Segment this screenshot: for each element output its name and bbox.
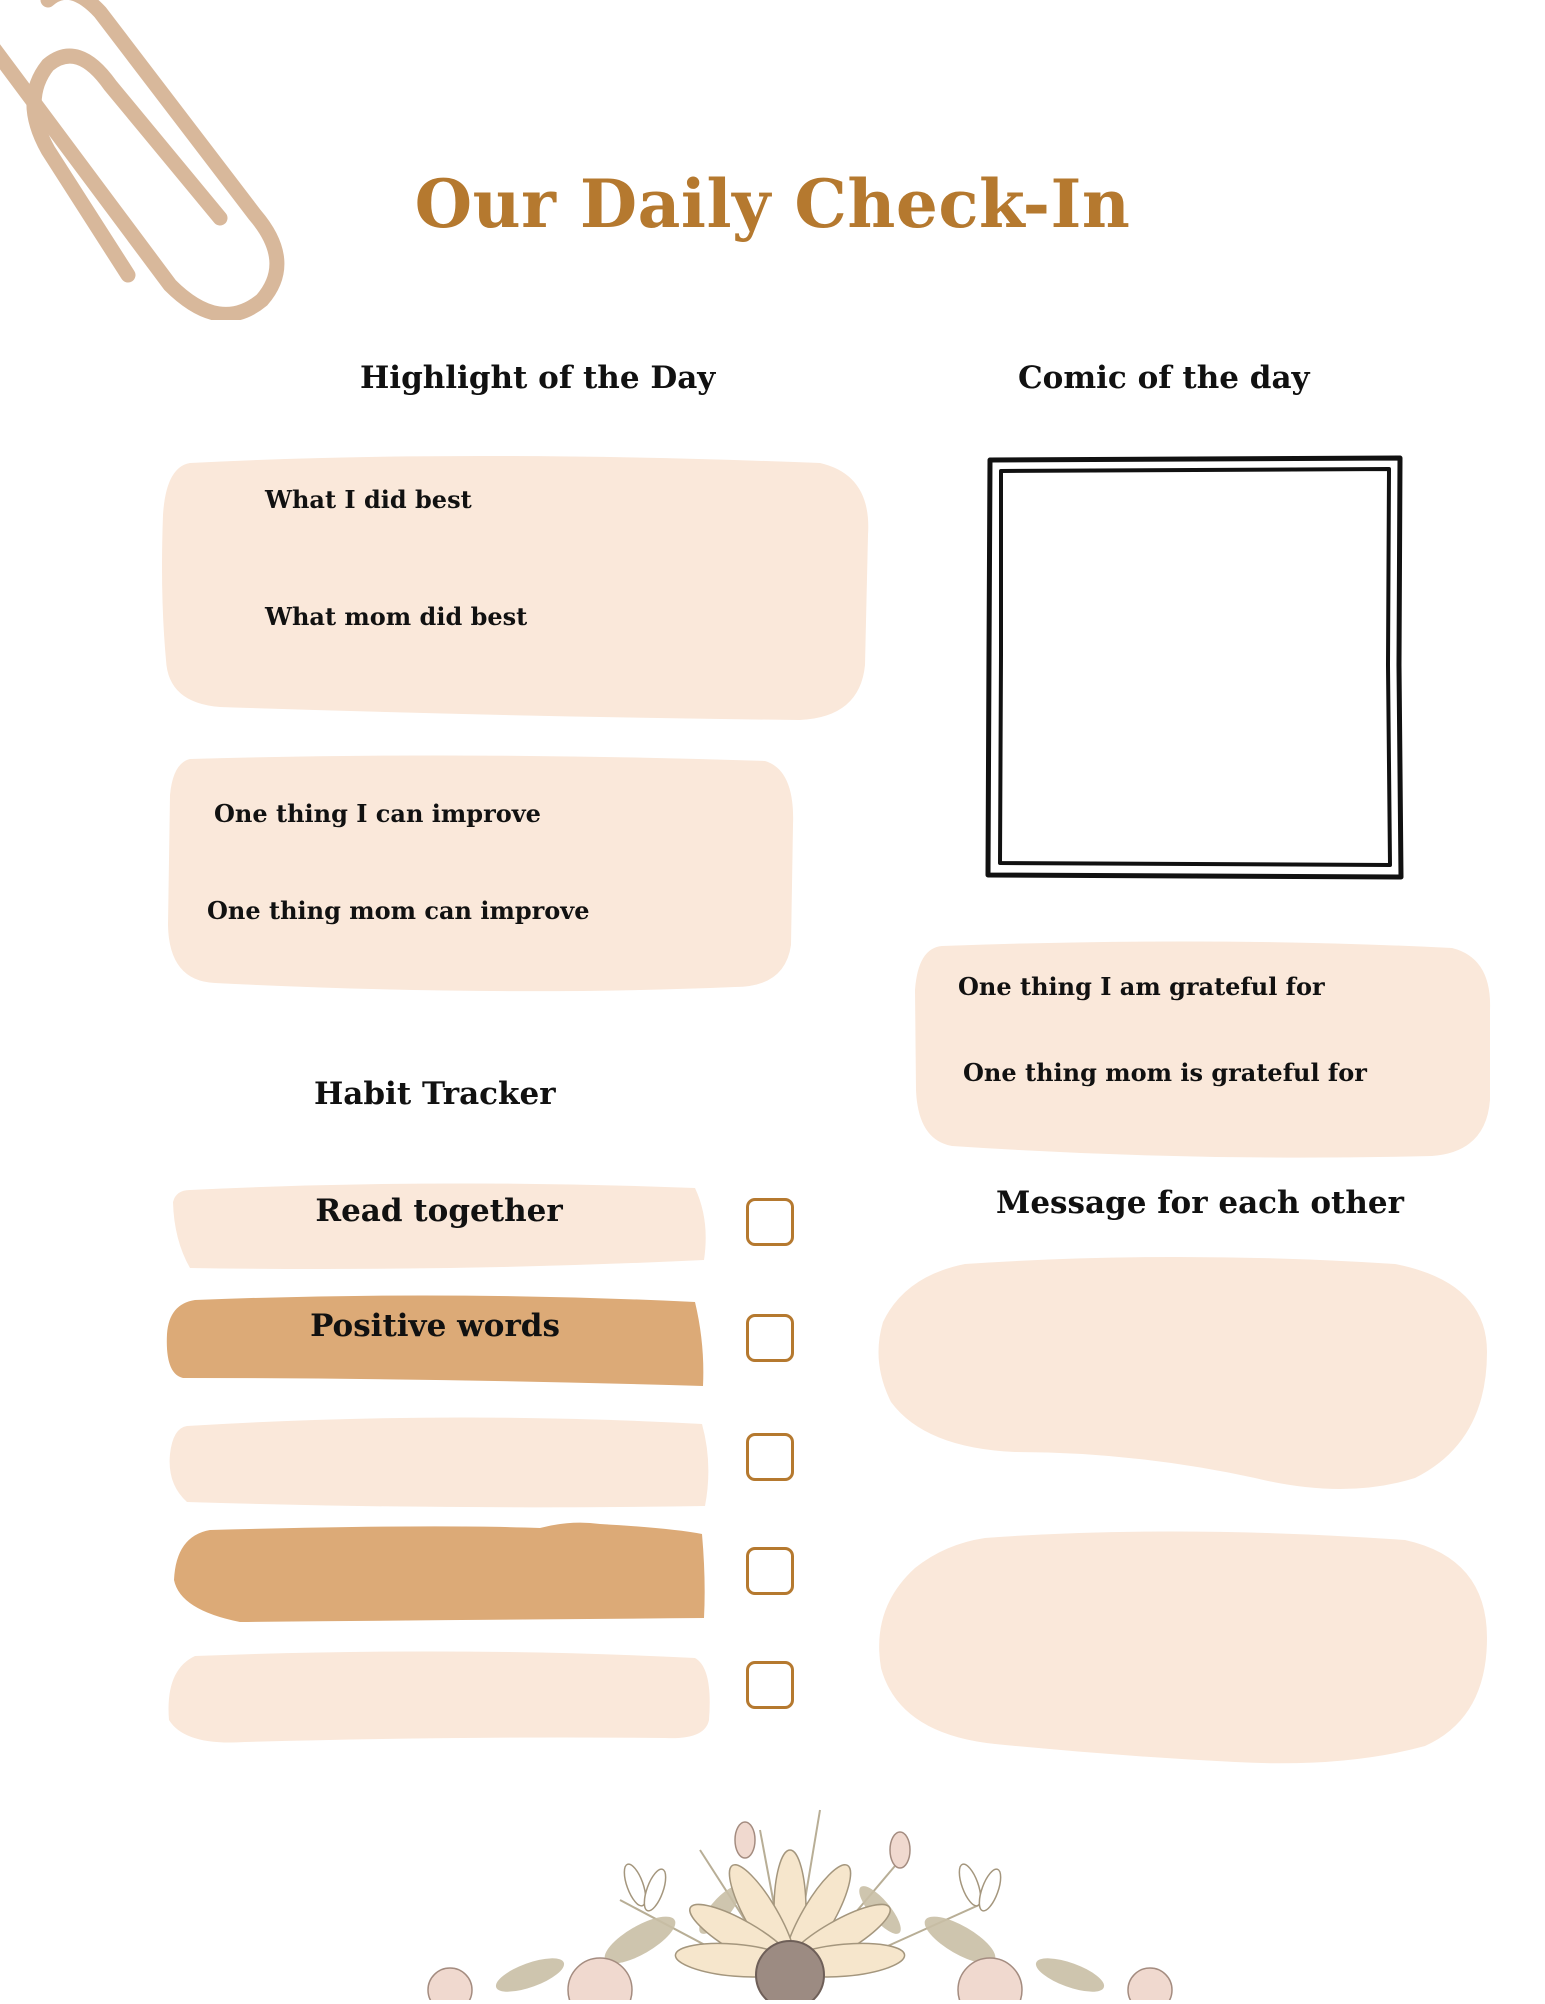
habit-checkbox-1[interactable] <box>746 1198 794 1246</box>
comic-heading: Comic of the day <box>1018 360 1310 396</box>
message-box-2[interactable] <box>875 1528 1490 1768</box>
habit-row-4 <box>170 1520 706 1625</box>
habit-tracker-heading: Habit Tracker <box>314 1076 556 1112</box>
grateful-mom-label: One thing mom is grateful for <box>963 1058 1367 1087</box>
paperclip-icon <box>0 0 290 320</box>
grateful-me-label: One thing I am grateful for <box>958 972 1325 1001</box>
message-heading: Message for each other <box>996 1185 1404 1221</box>
highlight-improve-card <box>165 755 795 995</box>
habit-checkbox-5[interactable] <box>746 1661 794 1709</box>
improve-mom-label: One thing mom can improve <box>207 896 590 925</box>
comic-frame[interactable] <box>985 455 1405 880</box>
habit-row-5 <box>165 1650 712 1746</box>
habit-checkbox-3[interactable] <box>746 1433 794 1481</box>
habit-label-2: Positive words <box>310 1308 560 1344</box>
habit-label-1: Read together <box>315 1193 563 1229</box>
best-mom-label: What mom did best <box>265 602 528 631</box>
habit-checkbox-2[interactable] <box>746 1314 794 1362</box>
message-box-1[interactable] <box>875 1252 1490 1492</box>
improve-me-label: One thing I can improve <box>214 799 541 828</box>
page-title: Our Daily Check-In <box>414 165 1131 243</box>
habit-row-3 <box>167 1414 713 1512</box>
best-me-label: What I did best <box>265 485 472 514</box>
habit-checkbox-4[interactable] <box>746 1547 794 1595</box>
highlight-heading: Highlight of the Day <box>360 360 716 396</box>
flower-bouquet-illustration <box>200 1790 1380 2000</box>
